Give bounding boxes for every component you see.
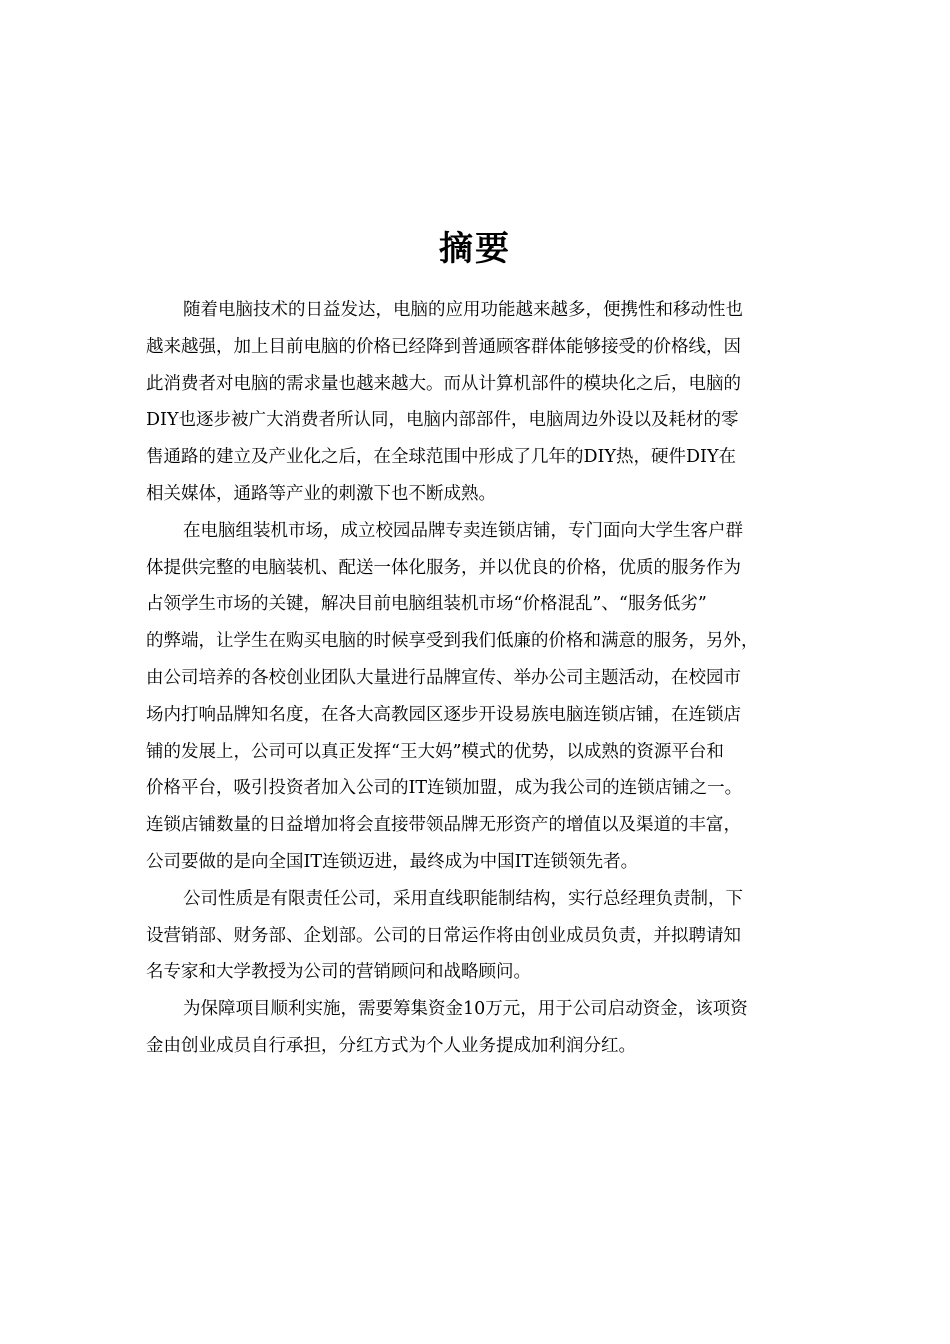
text-line: DIY也逐步被广大消费者所认同，电脑内部部件，电脑周边外设以及耗材的零: [146, 410, 739, 431]
text-line: 的弊端，让学生在购买电脑的时候享受到我们低廉的价格和满意的服务，另外，: [146, 631, 759, 652]
text-line: 此消费者对电脑的需求量也越来越大。而从计算机部件的模块化之后，电脑的: [146, 373, 741, 394]
abstract-body: [146, 292, 811, 1065]
text-line: 为保障项目顺利实施，需要筹集资金10万元，用于公司启动资金，该项资: [183, 999, 748, 1020]
paragraph-4: [146, 991, 811, 1065]
text-line: 占领学生市场的关键，解决目前电脑组装机市场“价格混乱”、“服务低劣”: [146, 594, 707, 615]
text-line: 金由创业成员自行承担，分红方式为个人业务提成加利润分红。: [146, 1035, 636, 1056]
text-line: 铺的发展上，公司可以真正发挥“王大妈”模式的优势，以成熟的资源平台和: [146, 741, 724, 762]
text-line: 相关媒体，通路等产业的刺激下也不断成熟。: [146, 483, 496, 504]
text-line: 体提供完整的电脑装机、配送一体化服务，并以优良的价格，优质的服务作为: [146, 557, 741, 578]
text-line: 公司要做的是向全国IT连锁迈进，最终成为中国IT连锁领先者。: [146, 851, 639, 872]
text-line: 价格平台，吸引投资者加入公司的IT连锁加盟，成为我公司的连锁店铺之一。: [146, 778, 743, 799]
text-line: 名专家和大学教授为公司的营销顾问和战略顾问。: [146, 962, 531, 983]
paragraph-2: [146, 513, 811, 881]
text-line: 在电脑组装机市场，成立校园品牌专卖连锁店铺，专门面向大学生客户群: [183, 520, 743, 541]
page-title: 摘要: [439, 229, 511, 269]
paragraph-3: [146, 881, 811, 991]
text-line: 设营销部、财务部、企划部。公司的日常运作将由创业成员负责，并拟聘请知: [146, 925, 741, 946]
text-line: 随着电脑技术的日益发达，电脑的应用功能越来越多，便携性和移动性也: [183, 300, 743, 320]
text-line: 越来越强，加上目前电脑的价格已经降到普通顾客群体能够接受的价格线，因: [146, 336, 741, 357]
text-line: 由公司培养的各校创业团队大量进行品牌宣传、举办公司主题活动，在校园市: [146, 667, 741, 688]
text-line: 售通路的建立及产业化之后，在全球范围中形成了几年的DIY热，硬件DIY在: [146, 447, 736, 468]
text-line: 公司性质是有限责任公司，采用直线职能制结构，实行总经理负责制，下: [183, 888, 743, 909]
paragraph-1: [146, 292, 811, 513]
text-line: 连锁店铺数量的日益增加将会直接带领品牌无形资产的增值以及渠道的丰富，: [146, 815, 741, 836]
text-line: 场内打响品牌知名度，在各大高教园区逐步开设易族电脑连锁店铺，在连锁店: [146, 704, 741, 725]
